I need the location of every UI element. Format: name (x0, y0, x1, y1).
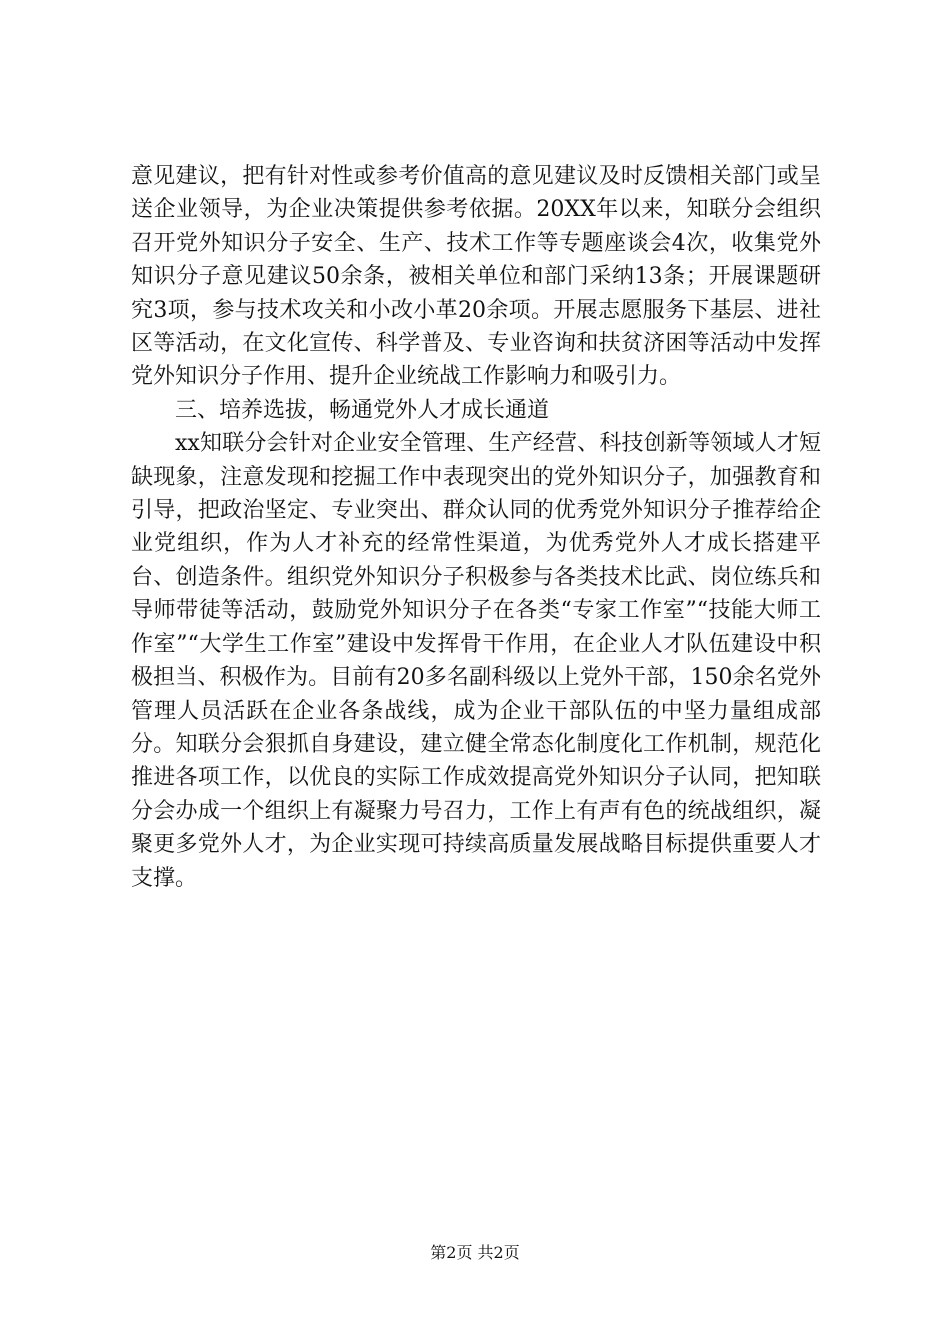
body-paragraph-talent: xx知联分会针对企业安全管理、生产经营、科技创新等领域人才短缺现象，注意发现和挖掘工作中表现突出的党外知识分子，加强教育和引导，把政治坚定、专业突出、群众认同的优秀党外知识分子推荐给企业党组织，作为人才补充的经常性渠道，为优秀党外人才成长搭建平台、创造条件。组织党外知识分子积极参与各类技术比武、岗位练兵和导师带徒等活动，鼓励党外知识分子在各类“专家工作室”“技能大师工作室”“大学生工作室”建设中发挥骨干作用，在企业人才队伍建设中积极担当、积极作为。目前有20多名副科级以上党外干部，150余名党外管理人员活跃在企业各条战线，成为企业干部队伍的中坚力量组成部分。知联分会狠抓自身建设，建立健全常态化制度化工作机制，规范化推进各项工作，以优良的实际工作成效提高党外知识分子认同，把知联分会办成一个组织上有凝聚力号召力，工作上有声有色的统战组织，凝聚更多党外人才，为企业实现可持续高质量发展战略目标提供重要人才支撑。 (131, 431, 821, 891)
page-footer: 第2页 共2页 (430, 1243, 520, 1262)
body-paragraph-continued: 意见建议，把有针对性或参考价值高的意见建议及时反馈相关部门或呈送企业领导，为企业决策提供参考依据。20XX年以来，知联分会组织召开党外知识分子安全、生产、技术工作等专题座谈会4次，收集党外知识分子意见建议50余条，被相关单位和部门采纳13条；开展课题研究3项，参与技术攻关和小改小革20余项。开展志愿服务下基层、进社区等活动，在文化宣传、科学普及、专业咨询和扶贫济困等活动中发挥党外知识分子作用、提升企业统战工作影响力和吸引力。 (131, 164, 821, 390)
section-heading: 三、培养选拔，畅通党外人才成长通道 (175, 397, 550, 423)
document-body (131, 160, 821, 895)
